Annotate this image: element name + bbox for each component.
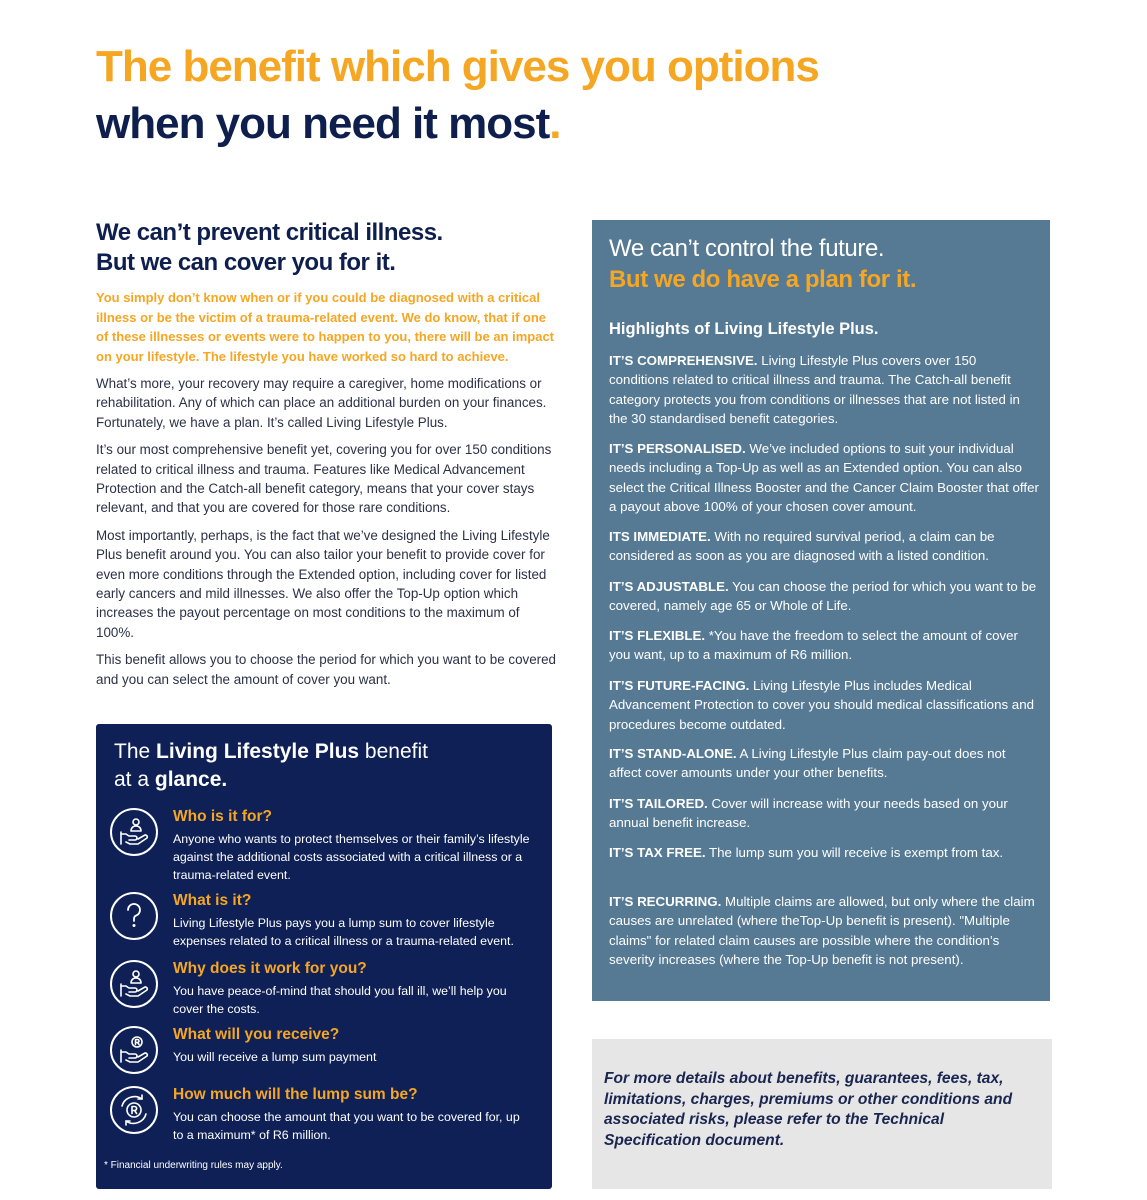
glance-title bbox=[114, 738, 428, 794]
highlight-label: ITS IMMEDIATE. bbox=[609, 529, 711, 544]
glance-title-line2-pre: at a bbox=[114, 768, 155, 791]
highlight-text: Cover will increase with your needs based on your annual benefit increase. bbox=[609, 796, 1008, 831]
left-heading-line-1: We can’t prevent critical illness. bbox=[96, 219, 443, 246]
highlights-subheading: Highlights of Living Lifestyle Plus. bbox=[609, 320, 879, 338]
highlight-text: Multiple claims are allowed, but only where the claim causes are unrelated (where theTop-Up benefit is present). "Multiple claims" for related claim causes are possible where the condition’s severity increases (where the Top-Up benefit is not present). bbox=[609, 894, 1035, 968]
highlight-item bbox=[609, 439, 1039, 517]
coin-exchange-icon bbox=[110, 1086, 158, 1134]
left-paragraph: It’s our most comprehensive benefit yet, covering you for over 150 conditions related to critical illness and trauma. Features like Medical Advancement Protection and the Catch-all benefit category, means that your cover stays relevant, and that you are covered for those rare conditions. bbox=[96, 442, 552, 516]
hero-title bbox=[96, 40, 819, 154]
highlight-label: IT’S STAND-ALONE. bbox=[609, 746, 737, 761]
highlight-item bbox=[609, 744, 1039, 783]
glance-answer: Living Lifestyle Plus pays you a lump sum to cover lifestyle expenses related to a critical illness or a trauma-related event. bbox=[173, 916, 514, 948]
technical-spec-note-text: For more details about benefits, guarantees, fees, tax, limitations, charges, premiums or other conditions and associated risks, please refer to the Technical Specification document. bbox=[604, 1070, 1013, 1149]
glance-title-post: benefit bbox=[359, 740, 428, 763]
hero-line-2-text: when you need it most bbox=[96, 99, 550, 148]
highlight-label: IT’S PERSONALISED. bbox=[609, 441, 746, 456]
hand-with-coin-icon bbox=[110, 1026, 158, 1074]
highlight-text: We’ve included options to suit your individual needs including a Top-Up as well as an Extended option. You can also select the Critical Illness Booster and the Cancer Claim Booster that offer a payout above 100% of your chosen cover amount. bbox=[609, 441, 1039, 515]
glance-title-line-2 bbox=[114, 766, 428, 794]
hand-with-person-icon bbox=[110, 808, 158, 856]
technical-spec-note bbox=[592, 1039, 1052, 1189]
question-mark-icon bbox=[110, 892, 158, 940]
highlight-item bbox=[609, 843, 1039, 862]
highlight-label: IT’S TAILORED. bbox=[609, 796, 708, 811]
glance-question: What will you receive? bbox=[173, 1026, 340, 1043]
left-heading bbox=[96, 218, 556, 278]
highlight-text: A Living Lifestyle Plus claim pay-out does not affect cover amounts under your other benefits. bbox=[609, 746, 1006, 781]
highlight-label: IT’S ADJUSTABLE. bbox=[609, 579, 729, 594]
glance-answer: You have peace-of-mind that should you fall ill, we’ll help you cover the costs. bbox=[173, 984, 507, 1016]
hero-dot: . bbox=[549, 99, 561, 148]
highlight-item bbox=[609, 892, 1039, 970]
highlights-heading-line-1: We can’t control the future. bbox=[609, 235, 885, 262]
hand-with-person-icon bbox=[110, 960, 158, 1008]
left-paragraph: Most importantly, perhaps, is the fact that we’ve designed the Living Lifestyle Plus benefit around you. You can also tailor your benefit to provide cover for even more conditions through the Extended option, including cover for listed early cancers and mild illnesses. We also offer the Top-Up option which increases the payout percentage on most conditions to the maximum of 100%. bbox=[96, 527, 550, 640]
highlight-text: *You have the freedom to select the amount of cover you want, up to a maximum of R6 million. bbox=[609, 628, 1018, 663]
hero-line-1: The benefit which gives you options bbox=[96, 42, 819, 91]
highlight-text: With no required survival period, a claim can be considered as soon as you are diagnosed with a listed condition. bbox=[609, 529, 995, 564]
glance-title-line2-bold: glance. bbox=[154, 768, 228, 791]
highlight-text: Living Lifestyle Plus includes Medical Advancement Protection to cover you should medical classifications and procedures become outdated. bbox=[609, 678, 1034, 732]
highlight-item bbox=[609, 676, 1039, 734]
highlight-text: Living Lifestyle Plus covers over 150 conditions related to critical illness and trauma. The Catch-all benefit category protects you from conditions or illnesses that are not listed in the 30 standardised benefit categories. bbox=[609, 353, 1020, 427]
glance-answer: Anyone who wants to protect themselves or their family’s lifestyle against the additional costs associated with a critical illness or a trauma-related event. bbox=[173, 832, 530, 882]
highlight-text: You can choose the period for which you want to be covered, namely age 65 or Whole of Life. bbox=[609, 579, 1037, 614]
glance-title-pre: The bbox=[114, 740, 157, 763]
highlight-item bbox=[609, 351, 1039, 429]
highlight-text: The lump sum you will receive is exempt from tax. bbox=[705, 845, 1004, 860]
glance-question: Why does it work for you? bbox=[173, 960, 367, 977]
left-lead-paragraph: You simply don’t know when or if you could be diagnosed with a critical illness or be the victim of a trauma-related event. We do know, that if one of these illnesses or events were to happen to you, there will be an impact on your lifestyle. The lifestyle you have worked so hard to achieve. bbox=[96, 290, 555, 364]
highlight-label: IT’S COMPREHENSIVE. bbox=[609, 353, 758, 368]
left-paragraph: What’s more, your recovery may require a caregiver, home modifications or rehabilitation. Any of which can place an additional burden on your finances. Fortunately, we have a plan. It’s called Living Lifestyle Plus. bbox=[96, 376, 547, 430]
glance-footnote: * Financial underwriting rules may apply. bbox=[104, 1160, 283, 1171]
glance-question: How much will the lump sum be? bbox=[173, 1086, 418, 1103]
highlight-label: IT’S FLEXIBLE. bbox=[609, 628, 706, 643]
glance-question: What is it? bbox=[173, 892, 252, 909]
glance-question: Who is it for? bbox=[173, 808, 273, 825]
hero-line-2 bbox=[96, 94, 819, 154]
left-column bbox=[96, 218, 556, 689]
highlight-item bbox=[609, 794, 1039, 833]
left-paragraph: This benefit allows you to choose the period for which you want to be covered and you can select the amount of cover you want. bbox=[96, 652, 557, 687]
glance-answer: You will receive a lump sum payment bbox=[173, 1050, 377, 1064]
glance-title-bold: Living Lifestyle Plus bbox=[156, 740, 360, 763]
highlight-item bbox=[609, 527, 1039, 566]
highlights-heading-line-2: But we do have a plan for it. bbox=[609, 266, 917, 293]
highlight-item bbox=[609, 626, 1039, 665]
highlights-box bbox=[592, 220, 1050, 1001]
left-heading-line-2: But we can cover you for it. bbox=[96, 249, 396, 276]
highlight-label: IT’S FUTURE-FACING. bbox=[609, 678, 750, 693]
highlight-label: IT’S TAX FREE. bbox=[609, 845, 706, 860]
glance-title-line-1 bbox=[114, 738, 428, 766]
glance-answer: You can choose the amount that you want to be covered for, up to a maximum* of R6 million. bbox=[173, 1110, 520, 1142]
highlight-label: IT’S RECURRING. bbox=[609, 894, 722, 909]
glance-box bbox=[96, 724, 552, 1189]
highlight-item bbox=[609, 577, 1039, 616]
